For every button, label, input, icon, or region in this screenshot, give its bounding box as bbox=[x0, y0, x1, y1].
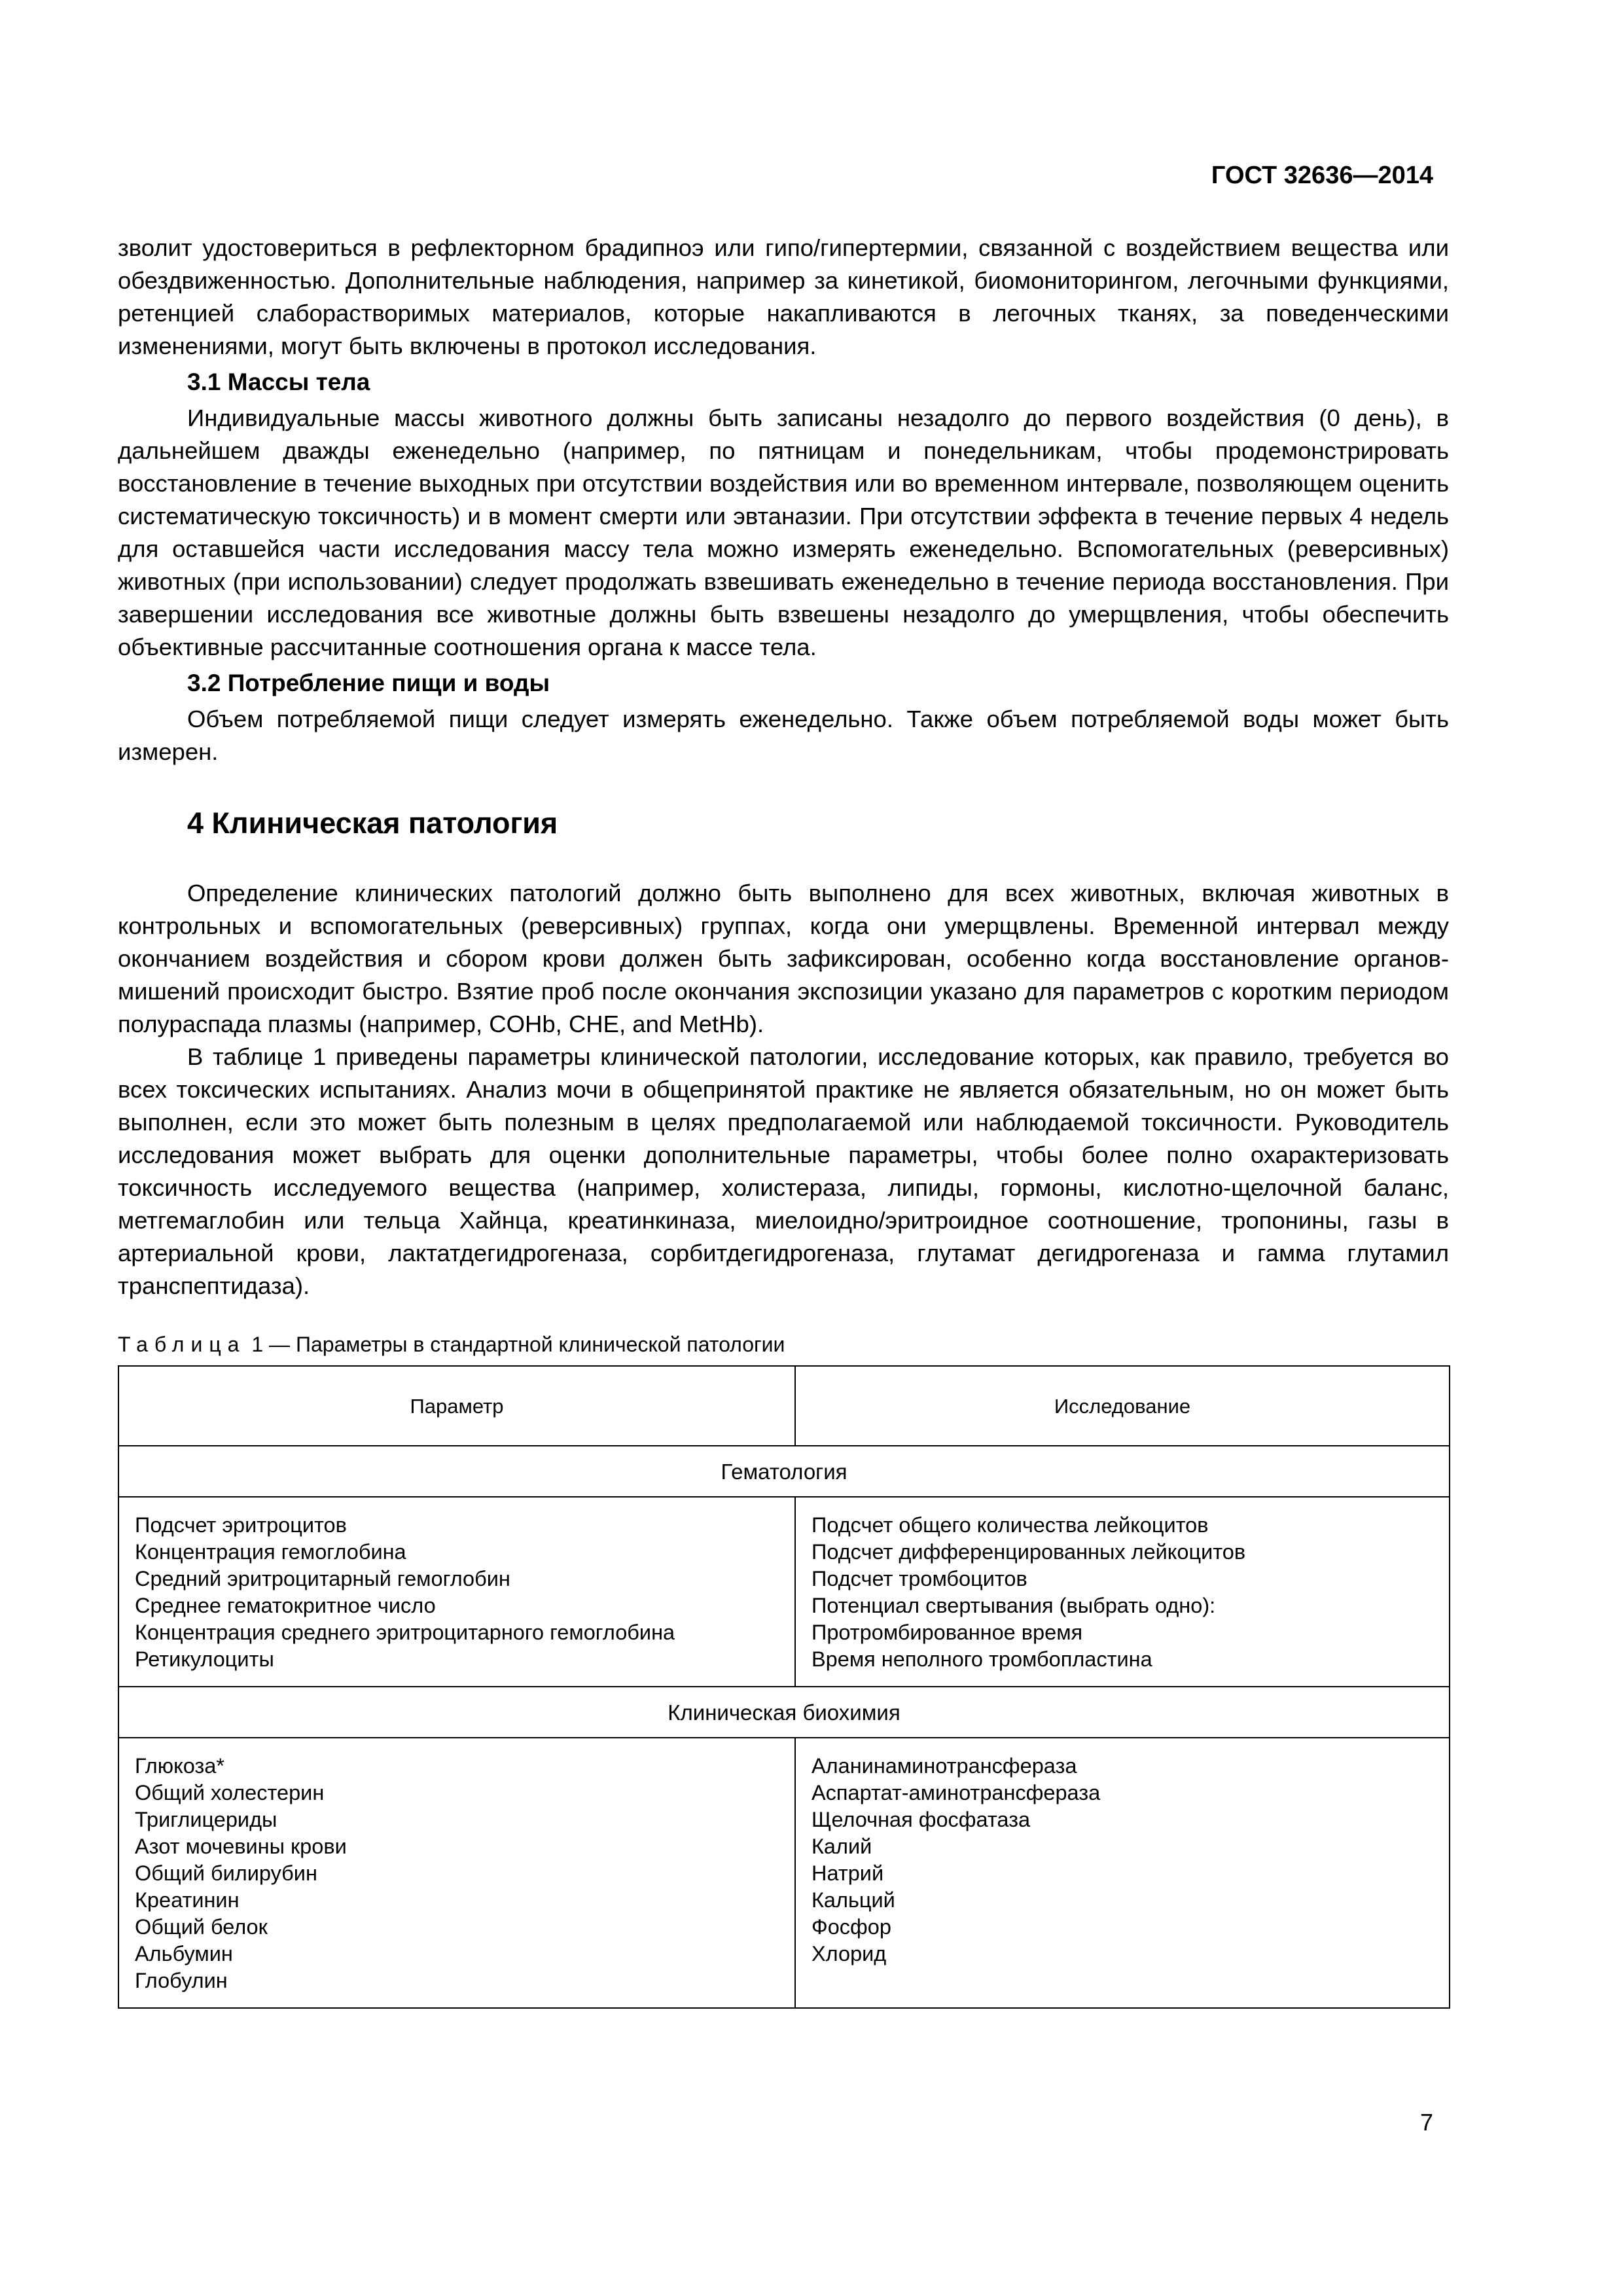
list-item: Аланинаминотрансфераза bbox=[812, 1754, 1077, 1778]
list-item: Ретикулоциты bbox=[135, 1647, 274, 1671]
table-row bbox=[118, 1738, 1450, 2008]
biochemistry-left-cell bbox=[118, 1738, 795, 2008]
heading-3-2: 3.2 Потребление пищи и воды bbox=[187, 670, 550, 696]
list-item: Альбумин bbox=[135, 1942, 233, 1965]
list-item: Аспартат-аминотрансфераза bbox=[812, 1781, 1101, 1804]
list-item: Концентрация гемоглобина bbox=[135, 1540, 406, 1564]
section-row-biochemistry bbox=[118, 1687, 1450, 1738]
table-caption bbox=[118, 1330, 1449, 1359]
table-row bbox=[118, 1497, 1450, 1687]
list-item: Глюкоза* bbox=[135, 1754, 225, 1778]
section-row-hematology bbox=[118, 1446, 1450, 1497]
list-item: Триглицериды bbox=[135, 1808, 277, 1831]
list-item: Азот мочевины крови bbox=[135, 1835, 347, 1858]
list-item: Кальций bbox=[812, 1888, 895, 1912]
document-body bbox=[118, 232, 1449, 2009]
list-item: Креатинин bbox=[135, 1888, 240, 1912]
heading-3-1: 3.1 Массы тела bbox=[187, 368, 370, 395]
document-number-header: ГОСТ 32636—2014 bbox=[1211, 162, 1433, 189]
list-item: Протромбированное время bbox=[812, 1621, 1083, 1644]
list-item: Время неполного тромбопластина bbox=[812, 1647, 1152, 1671]
heading-4: 4 Клиническая патология bbox=[187, 806, 558, 840]
hematology-left-cell bbox=[118, 1497, 795, 1687]
paragraph-food-water: Объем потребляемой пищи следует измерять еженедельно. Также объем потребляемой воды может быть измерен. bbox=[118, 706, 1449, 765]
list-item: Подсчет тромбоцитов bbox=[812, 1567, 1027, 1590]
paragraph-clinical-pathology: Определение клинических патологий должно быть выполнено для всех животных, включая животных в контрольных и вспомогательных (реверсивных) группах, когда они умерщвлены. Временной интервал между окончанием воздействия и сбором крови должен быть зафиксирован, особенно когда восстановление органов-мишений происходит быстро. Взятие проб после окончания экспозиции указано для параметров с коротким периодом полураспада плазмы (например, COHb, CHE, and MetHb). bbox=[118, 880, 1449, 1037]
list-item: Подсчет дифференцированных лейкоцитов bbox=[812, 1540, 1246, 1564]
list-item: Подсчет эритроцитов bbox=[135, 1513, 347, 1537]
list-item: Калий bbox=[812, 1835, 872, 1858]
section-title-biochemistry: Клиническая биохимия bbox=[118, 1687, 1450, 1738]
paragraph-continuation: зволит удостовериться в рефлекторном брадипноэ или гипо/гипертермии, связанной с воздействием вещества или обездвиженностью. Дополнительные наблюдения, например за кинетикой, биомониторингом, легочными функциями, ретенцией слаборастворимых материалов, которые накапливаются в легочных тканях, за поведенческими изменениями, могут быть включены в протокол исследования. bbox=[118, 234, 1449, 359]
paragraph-body-weights: Индивидуальные массы животного должны быть записаны незадолго до первого воздействия (0 день), в дальнейшем дважды еженедельно (например, по пятницам и понедельникам, чтобы продемонстрировать восстановление в течение выходных при отсутствии воздействия или во временном интервале, позволяющем оценить систематическую токсичность) и в момент смерти или эвтаназии. При отсутствии эффекта в течение первых 4 недель для оставшейся части исследования массу тела можно измерять еженедельно. Вспомогательных (реверсивных) животных (при использовании) следует продолжать взвешивать еженедельно в течение периода восстановления. При завершении исследования все животные должны быть взвешены незадолго до умерщвления, чтобы обеспечить объективные рассчитанные соотношения органа к массе тела. bbox=[118, 404, 1449, 660]
list-item: Щелочная фосфатаза bbox=[812, 1808, 1031, 1831]
list-item: Среднее гематокритное число bbox=[135, 1594, 436, 1617]
list-item: Натрий bbox=[812, 1861, 884, 1885]
column-header-parameter: Параметр bbox=[118, 1366, 795, 1446]
list-item: Общий холестерин bbox=[135, 1781, 325, 1804]
paragraph-table-reference: В таблице 1 приведены параметры клинической патологии, исследование которых, как правило, требуется во всех токсических испытаниях. Анализ мочи в общепринятой практике не является обязательным, но он может быть выполнен, если это может быть полезным в целях предполагаемой или наблюдаемой токсичности. Руководитель исследования может выбрать для оценки дополнительные параметры, чтобы более полно охарактеризовать токсичность исследуемого вещества (например, холистераза, липиды, гормоны, кислотно-щелочной баланс, метгемаглобин или тельца Хайнца, креатинкиназа, миелоидно/эритроидное соотношение, тропонины, газы в артериальной крови, лактатдегидрогеназа, сорбитдегидрогеназа, глутамат дегидрогеназа и гамма глутамил транспептидаза). bbox=[118, 1043, 1449, 1299]
list-item: Концентрация среднего эритроцитарного гемоглобина bbox=[135, 1621, 675, 1644]
parameters-table bbox=[118, 1365, 1450, 2009]
column-header-study: Исследование bbox=[795, 1366, 1450, 1446]
list-item: Средний эритроцитарный гемоглобин bbox=[135, 1567, 510, 1590]
list-item: Подсчет общего количества лейкоцитов bbox=[812, 1513, 1209, 1537]
list-item: Фосфор bbox=[812, 1915, 891, 1939]
list-item: Потенциал свертывания (выбрать одно): bbox=[812, 1594, 1216, 1617]
list-item: Глобулин bbox=[135, 1969, 228, 1992]
list-item: Общий билирубин bbox=[135, 1861, 317, 1885]
hematology-right-cell bbox=[795, 1497, 1450, 1687]
list-item: Общий белок bbox=[135, 1915, 268, 1939]
section-title-hematology: Гематология bbox=[118, 1446, 1450, 1497]
table-header-row bbox=[118, 1366, 1450, 1446]
biochemistry-right-cell bbox=[795, 1738, 1450, 2008]
list-item: Хлорид bbox=[812, 1942, 887, 1965]
table-caption-text: 1 — Параметры в стандартной клинической патологии bbox=[245, 1333, 785, 1356]
table-caption-label: Таблица bbox=[118, 1333, 246, 1356]
page-number: 7 bbox=[1419, 2109, 1433, 2136]
